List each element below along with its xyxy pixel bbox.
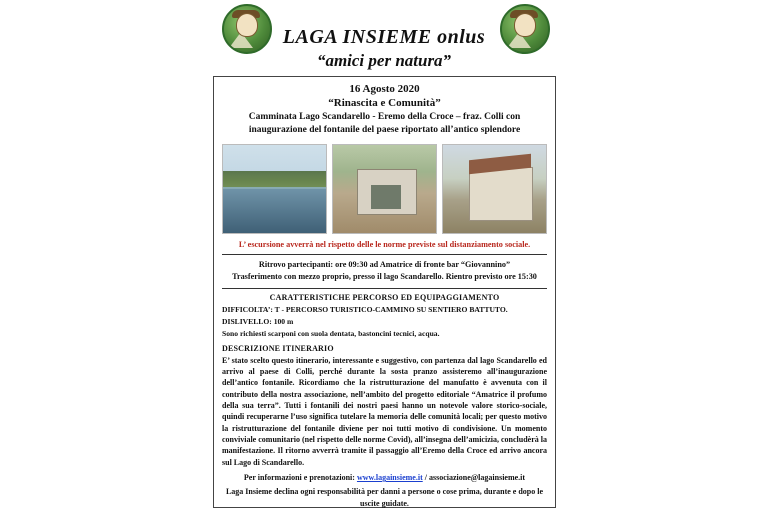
disclaimer-text: Laga Insieme declina ogni responsabilità per danni a persone o cose prima, durante e dopo le uscite guidate. — [225, 487, 544, 508]
divider — [222, 288, 547, 289]
spec-difficulty: DIFFICOLTA’: T - PERCORSO TURISTICO-CAMMINO SU SENTIERO BATTUTO. — [222, 305, 508, 315]
contact-line — [222, 473, 547, 482]
organization-name: LAGA INSIEME onlus — [282, 26, 486, 48]
spec-elevation: DISLIVELLO: 100 m — [222, 316, 294, 326]
specs-heading: CARATTERISTICHE PERCORSO ED EQUIPAGGIAMENTO — [269, 293, 500, 303]
photo-strip — [222, 144, 547, 234]
contact-prefix: Per informazioni e prenotazioni: — [243, 473, 357, 483]
organization-motto: “amici per natura” — [316, 51, 452, 70]
event-title: “Rinascita e Comunità” — [328, 97, 441, 109]
description-heading: DESCRIZIONE ITINERARIO — [222, 343, 334, 353]
spec-equipment: Sono richiesti scarponi con suola dentata, bastoncini tecnici, acqua. — [222, 328, 440, 338]
brand-block — [0, 26, 768, 71]
meeting-line-1: Ritrovo partecipanti: ore 09:30 ad Amatrice di fronte bar “Giovannino” — [258, 259, 511, 269]
description-text: E’ stato scelto questo itinerario, interessante e suggestivo, con partenza dal lago Scandarello ed arrivo al paese di Colli, perché durante la sosta pranzo assisteremo all’inaugurazione dell’antico fontanile. Ricordiamo che la ristrutturazione del manufatto è avvenuta con il contributo della nostra associazione, nell’ambito del progetto editoriale “Amatrice il profumo della sua terra”. Tutti i fontanili dei nostri paesi hanno un notevole valore storico-sociale, quindi recuperarne l’uso significa tutelare la memoria delle comunità locali; per questo motivo la ristrutturazione del fontanile diviene per noi tutti motivo di condivisione. Un momento conviviale comunitario (nel rispetto delle norme Covid), all’insegna dell’amicizia, concludèrà la manifestazione. Il ritorno avverrà tramite il passaggio all’Eremo della Croce ed arrivo ancora sul Lago di Scandarello. — [222, 355, 547, 467]
fontanile-photo — [332, 144, 437, 234]
specs-list — [222, 304, 547, 339]
social-distancing-notice: L’ escursione avverrà nel rispetto delle le norme previste sul distanziamento sociale. — [238, 239, 531, 249]
divider — [222, 254, 547, 255]
title-block — [222, 83, 547, 137]
event-date: 16 Agosto 2020 — [349, 83, 420, 95]
website-link[interactable]: www.lagainsieme.it — [356, 473, 423, 483]
meeting-info — [222, 259, 547, 284]
contact-email[interactable]: associazione@lagainsieme.it — [428, 473, 526, 483]
page-header — [0, 0, 768, 72]
meeting-line-2: Trasferimento con mezzo proprio, presso il lago Scandarello. Rientro previsto ore 15:30 — [232, 271, 537, 281]
event-subtitle: Camminata Lago Scandarello - Eremo della Croce – fraz. Colli con inaugurazione del fontanile del paese riportato all’antico splendore — [248, 112, 521, 135]
lago-scandarello-photo — [222, 144, 327, 234]
eremo-della-croce-photo — [442, 144, 547, 234]
contact-separator: / — [422, 473, 429, 483]
flyer-panel — [213, 76, 556, 508]
